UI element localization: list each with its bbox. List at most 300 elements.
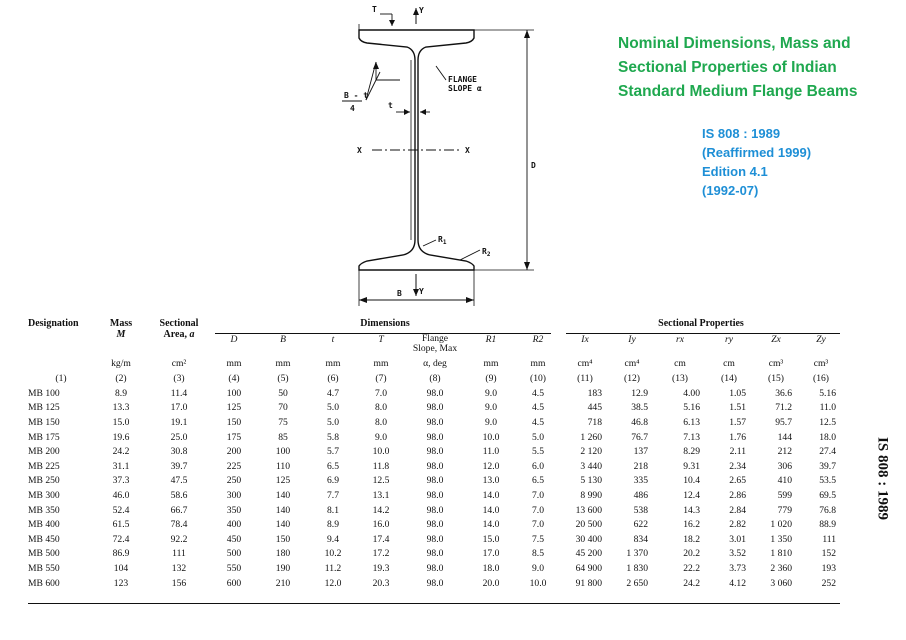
- table-cell: 111: [822, 533, 836, 545]
- table-cell: 150: [226, 416, 242, 428]
- column-number: (13): [672, 372, 688, 384]
- table-cell: 5 130: [580, 475, 602, 487]
- label-X-right: X: [465, 146, 470, 155]
- table-cell: 76.8: [819, 504, 836, 516]
- table-row: [28, 459, 842, 474]
- table-cell: 92.2: [170, 533, 188, 545]
- column-number: (10): [530, 372, 546, 384]
- table-cell: 140: [275, 489, 291, 501]
- table-cell: 6.5: [327, 460, 339, 472]
- table-cell: 71.2: [775, 402, 792, 414]
- table-cell: 140: [275, 519, 291, 531]
- table-cell: 4.5: [532, 402, 544, 414]
- table-cell: 8.0: [375, 402, 387, 414]
- table-cell: 5.16: [683, 402, 700, 414]
- table-cell: 13.1: [372, 489, 390, 501]
- table-cell: 20 500: [575, 519, 602, 531]
- table-cell: 1.76: [729, 431, 746, 443]
- table-cell: 18.0: [819, 431, 836, 443]
- table-cell: 72.4: [112, 533, 130, 545]
- unit-cell: cm³: [813, 357, 829, 369]
- designation-cell: MB 200: [28, 446, 60, 458]
- table-cell: 66.7: [170, 504, 188, 516]
- table-cell: 5.7: [327, 446, 339, 458]
- table-cell: 22.2: [683, 562, 700, 574]
- unit-cell: cm⁴: [624, 357, 640, 369]
- table-cell: 2 650: [626, 577, 648, 589]
- header-dimensions: Dimensions: [360, 318, 410, 329]
- table-row: [28, 517, 842, 532]
- table-cell: 9.31: [683, 460, 700, 472]
- table-cell: 31.1: [112, 460, 130, 472]
- sym-R2: R2: [532, 334, 544, 345]
- table-cell: 137: [633, 446, 648, 458]
- table-cell: 18.0: [482, 562, 500, 574]
- table-cell: 600: [226, 577, 242, 589]
- unit-cell: mm: [325, 357, 341, 369]
- table-cell: 2.82: [729, 519, 746, 531]
- designation-cell: MB 500: [28, 548, 60, 560]
- table-cell: 15.0: [482, 533, 500, 545]
- table-cell: 1.51: [729, 402, 746, 414]
- unit-cell: cm: [674, 357, 686, 369]
- unit-cell: cm³: [768, 357, 784, 369]
- sym-rx: rx: [676, 334, 684, 345]
- table-cell: 599: [777, 489, 792, 501]
- table-bottom-rule: [28, 603, 840, 604]
- sym-flange: Flange: [421, 333, 449, 344]
- table-cell: 3 060: [770, 577, 792, 589]
- table-cell: 9.0: [485, 402, 497, 414]
- table-cell: 125: [226, 402, 242, 414]
- header-area: [148, 318, 210, 356]
- header-area-symbol: a: [189, 329, 195, 340]
- table-cell: 450: [226, 533, 242, 545]
- table-cell: 14.0: [482, 519, 500, 531]
- table-cell: 61.5: [112, 519, 130, 531]
- table-cell: 1.05: [729, 387, 746, 399]
- table-cell: 98.0: [426, 460, 444, 472]
- table-cell: 76.7: [631, 431, 648, 443]
- table-cell: 2.65: [729, 475, 746, 487]
- table-cell: 12.5: [819, 416, 836, 428]
- table-row: [28, 474, 842, 489]
- table-cell: 8.1: [327, 504, 339, 516]
- table-cell: 16.0: [372, 519, 390, 531]
- table-column-numbers-row: [28, 370, 842, 386]
- table-cell: 98.0: [426, 431, 444, 443]
- table-cell: 20.0: [482, 577, 500, 589]
- table-cell: 98.0: [426, 475, 444, 487]
- table-cell: 152: [821, 548, 836, 560]
- table-cell: 9.0: [485, 416, 497, 428]
- unit-cell: mm: [373, 357, 389, 369]
- table-cell: 8.9: [115, 387, 127, 399]
- table-cell: 400: [226, 519, 242, 531]
- unit-cell: mm: [226, 357, 242, 369]
- table-units-row: [28, 356, 842, 370]
- sym-T: T: [378, 334, 384, 345]
- table-cell: 11.0: [482, 446, 500, 458]
- table-cell: 1.57: [729, 416, 746, 428]
- designation-cell: MB 125: [28, 402, 60, 414]
- table-row: [28, 430, 842, 445]
- table-cell: 132: [171, 562, 187, 574]
- table-cell: 36.6: [775, 387, 792, 399]
- table-cell: 183: [587, 387, 602, 399]
- table-cell: 3.73: [729, 562, 746, 574]
- table-row: [28, 561, 842, 576]
- table-cell: 250: [226, 475, 242, 487]
- unit-cell: mm: [530, 357, 546, 369]
- table-cell: 4.5: [532, 416, 544, 428]
- table-cell: 75: [278, 416, 288, 428]
- table-cell: 1 370: [626, 548, 648, 560]
- table-cell: 4.5: [532, 387, 544, 399]
- table-cell: 175: [226, 431, 242, 443]
- table-cell: 100: [226, 387, 242, 399]
- table-cell: 7.7: [327, 489, 339, 501]
- beam-properties-table: [28, 318, 842, 590]
- table-cell: 98.0: [426, 562, 444, 574]
- table-cell: 30 400: [575, 533, 602, 545]
- table-row: [28, 415, 842, 430]
- table-cell: 58.6: [170, 489, 188, 501]
- standard-reference: [702, 124, 892, 200]
- table-cell: 15.0: [112, 416, 130, 428]
- table-cell: 50: [278, 387, 288, 399]
- table-cell: 18.2: [683, 533, 700, 545]
- designation-cell: MB 400: [28, 519, 60, 531]
- column-number: (11): [577, 372, 593, 384]
- sym-Zx: Zx: [771, 334, 781, 345]
- table-cell: 7.0: [375, 387, 387, 399]
- table-cell: 7.0: [532, 489, 544, 501]
- table-cell: 45 200: [575, 548, 602, 560]
- label-R2: $R_2$: [482, 247, 491, 258]
- table-cell: 24.2: [112, 446, 130, 458]
- table-cell: 622: [633, 519, 648, 531]
- standard-line: (1992-07): [702, 183, 759, 198]
- table-cell: 140: [275, 504, 291, 516]
- table-cell: 104: [113, 562, 129, 574]
- table-cell: 12.4: [683, 489, 700, 501]
- table-cell: 25.0: [170, 431, 188, 443]
- table-cell: 335: [633, 475, 648, 487]
- table-cell: 5.16: [819, 387, 836, 399]
- table-row: [28, 576, 842, 591]
- table-cell: 14.3: [683, 504, 700, 516]
- table-cell: 20.3: [372, 577, 390, 589]
- sym-Iy: Iy: [628, 334, 636, 345]
- table-cell: 10.2: [324, 548, 342, 560]
- table-cell: 98.0: [426, 577, 444, 589]
- table-cell: 445: [587, 402, 602, 414]
- table-cell: 212: [777, 446, 792, 458]
- sym-Zy: Zy: [816, 334, 826, 345]
- table-cell: 98.0: [426, 402, 444, 414]
- table-cell: 125: [275, 475, 291, 487]
- table-cell: 3.52: [729, 548, 746, 560]
- table-cell: 11.0: [819, 402, 836, 414]
- table-cell: 98.0: [426, 533, 444, 545]
- table-cell: 98.0: [426, 504, 444, 516]
- table-cell: 98.0: [426, 416, 444, 428]
- header-designation: Designation: [28, 318, 79, 329]
- table-cell: 210: [275, 577, 291, 589]
- table-cell: 550: [226, 562, 242, 574]
- label-Y-bottom: Y: [419, 287, 424, 296]
- table-cell: 7.5: [532, 533, 544, 545]
- table-cell: 5.0: [532, 431, 544, 443]
- column-number: (15): [768, 372, 784, 384]
- designation-cell: MB 300: [28, 489, 60, 501]
- table-cell: 10.0: [372, 446, 390, 458]
- table-cell: 13.3: [112, 402, 130, 414]
- table-body: [28, 386, 842, 590]
- designation-cell: MB 550: [28, 562, 60, 574]
- table-cell: 2.34: [729, 460, 746, 472]
- table-cell: 779: [777, 504, 792, 516]
- table-cell: 6.5: [532, 475, 544, 487]
- header-mass: [94, 318, 148, 356]
- table-cell: 17.2: [372, 548, 390, 560]
- table-cell: 2.86: [729, 489, 746, 501]
- table-cell: 13 600: [575, 504, 602, 516]
- table-cell: 17.0: [170, 402, 188, 414]
- table-cell: 85: [278, 431, 288, 443]
- unit-cell: kg/m: [111, 357, 131, 369]
- column-number: (16): [813, 372, 829, 384]
- table-row: [28, 444, 842, 459]
- table-cell: 193: [821, 562, 836, 574]
- table-cell: 200: [226, 446, 242, 458]
- table-cell: 98.0: [426, 548, 444, 560]
- table-cell: 39.7: [819, 460, 836, 472]
- table-cell: 4.12: [729, 577, 746, 589]
- header-area-line2: [148, 329, 210, 340]
- column-number: (9): [485, 372, 497, 384]
- column-number: (6): [327, 372, 339, 384]
- table-cell: 190: [275, 562, 291, 574]
- label-frac-num: B - t: [344, 91, 369, 100]
- table-cell: 500: [226, 548, 242, 560]
- table-cell: 27.4: [819, 446, 836, 458]
- header-mass-symbol: M: [116, 329, 126, 340]
- table-row: [28, 503, 842, 518]
- designation-cell: MB 450: [28, 533, 60, 545]
- table-cell: 7.0: [532, 519, 544, 531]
- label-R1: $R_1$: [438, 235, 447, 246]
- table-cell: 11.2: [324, 562, 342, 574]
- table-cell: 98.0: [426, 446, 444, 458]
- table-cell: 70: [278, 402, 288, 414]
- table-cell: 86.9: [112, 548, 130, 560]
- table-cell: 24.2: [683, 577, 700, 589]
- table-cell: 53.5: [819, 475, 836, 487]
- table-cell: 46.8: [631, 416, 648, 428]
- unit-cell: [28, 356, 94, 370]
- table-cell: 91 800: [575, 577, 602, 589]
- table-cell: 12.5: [372, 475, 390, 487]
- table-cell: 110: [275, 460, 291, 472]
- table-cell: 834: [633, 533, 648, 545]
- label-Y-top: Y: [419, 6, 424, 15]
- table-row: [28, 532, 842, 547]
- table-cell: 12.0: [324, 577, 342, 589]
- sym-R1: R1: [485, 334, 497, 345]
- table-cell: 123: [113, 577, 129, 589]
- table-cell: 5.5: [532, 446, 544, 458]
- unit-cell: cm²: [171, 357, 187, 369]
- table-cell: 410: [777, 475, 792, 487]
- table-cell: 88.9: [819, 519, 836, 531]
- table-cell: 2.11: [729, 446, 746, 458]
- table-cell: 8.9: [327, 519, 339, 531]
- table-cell: 19.1: [170, 416, 188, 428]
- table-cell: 100: [275, 446, 291, 458]
- title-line: Standard Medium Flange Beams: [618, 83, 858, 100]
- label-flange: FLANGE: [448, 75, 477, 84]
- table-cell: 38.5: [631, 402, 648, 414]
- column-number: (7): [375, 372, 387, 384]
- unit-cell: mm: [275, 357, 291, 369]
- standard-line: IS 808 : 1989: [702, 126, 781, 141]
- table-cell: 350: [226, 504, 242, 516]
- table-cell: 8.5: [532, 548, 544, 560]
- sym-t: t: [331, 334, 335, 345]
- table-cell: 19.6: [112, 431, 130, 443]
- table-cell: 156: [171, 577, 187, 589]
- label-t: t: [388, 101, 393, 110]
- table-cell: 11.8: [372, 460, 390, 472]
- title-line: Nominal Dimensions, Mass and: [618, 35, 851, 52]
- title-line: Sectional Properties of Indian: [618, 59, 837, 76]
- label-D: D: [531, 161, 536, 170]
- column-number: (14): [721, 372, 737, 384]
- table-cell: 1 350: [770, 533, 792, 545]
- header-area-line1: Sectional: [159, 318, 199, 329]
- table-cell: 9.4: [327, 533, 339, 545]
- label-X-left: X: [357, 146, 362, 155]
- table-cell: 1 020: [770, 519, 792, 531]
- designation-cell: MB 175: [28, 431, 60, 443]
- table-cell: 19.3: [372, 562, 390, 574]
- table-cell: 144: [777, 431, 792, 443]
- document-title: [618, 32, 878, 104]
- column-number: (5): [277, 372, 289, 384]
- table-cell: 39.7: [170, 460, 188, 472]
- sym-flange-slope: [404, 334, 466, 356]
- table-cell: 9.0: [375, 431, 387, 443]
- table-cell: 12.9: [631, 387, 648, 399]
- table-cell: 6.13: [683, 416, 700, 428]
- table-cell: 8.29: [683, 446, 700, 458]
- table-cell: 98.0: [426, 519, 444, 531]
- label-slope: SLOPE α: [448, 84, 482, 93]
- table-cell: 5.8: [327, 431, 339, 443]
- table-cell: 486: [633, 489, 648, 501]
- sym-slope-max: Slope, Max: [412, 343, 458, 354]
- side-label: [866, 420, 896, 540]
- table-cell: 3 440: [580, 460, 602, 472]
- table-cell: 252: [821, 577, 836, 589]
- unit-cell: cm⁴: [577, 357, 593, 369]
- table-cell: 111: [172, 548, 186, 560]
- table-cell: 7.13: [683, 431, 700, 443]
- table-cell: 98.0: [426, 489, 444, 501]
- table-cell: 4.7: [327, 387, 339, 399]
- table-cell: 9.0: [485, 387, 497, 399]
- table-cell: 6.9: [327, 475, 339, 487]
- label-frac-den: 4: [350, 104, 355, 113]
- table-cell: 5.0: [327, 402, 339, 414]
- table-cell: 13.0: [482, 475, 500, 487]
- table-cell: 20.2: [683, 548, 700, 560]
- column-number: (1): [55, 372, 67, 384]
- table-cell: 14.0: [482, 504, 500, 516]
- table-cell: 718: [587, 416, 602, 428]
- label-T: T: [372, 5, 377, 14]
- table-cell: 46.0: [112, 489, 130, 501]
- table-cell: 5.0: [327, 416, 339, 428]
- designation-cell: MB 150: [28, 416, 60, 428]
- table-cell: 10.4: [683, 475, 700, 487]
- designation-cell: MB 600: [28, 577, 60, 589]
- table-cell: 1 810: [770, 548, 792, 560]
- table-cell: 7.0: [532, 504, 544, 516]
- table-cell: 10.0: [529, 577, 547, 589]
- table-group-header: [28, 318, 842, 334]
- i-beam-section-diagram: [0, 0, 560, 318]
- table-cell: 8 990: [580, 489, 602, 501]
- table-cell: 98.0: [426, 387, 444, 399]
- table-cell: 300: [226, 489, 242, 501]
- label-B: B: [397, 289, 402, 298]
- table-cell: 1 260: [580, 431, 602, 443]
- header-area-text: Area,: [163, 329, 187, 340]
- table-row: [28, 386, 842, 401]
- table-row: [28, 401, 842, 416]
- sym-B: B: [280, 334, 286, 345]
- table-cell: 8.0: [375, 416, 387, 428]
- unit-cell: cm: [723, 357, 735, 369]
- table-cell: 218: [633, 460, 648, 472]
- unit-cell: α, deg: [423, 357, 447, 369]
- table-cell: 17.4: [372, 533, 390, 545]
- table-row: [28, 547, 842, 562]
- table-cell: 6.0: [532, 460, 544, 472]
- table-cell: 3.01: [729, 533, 746, 545]
- table-cell: 9.0: [532, 562, 544, 574]
- table-cell: 52.4: [112, 504, 130, 516]
- table-cell: 2 120: [580, 446, 602, 458]
- table-cell: 538: [633, 504, 648, 516]
- table-row: [28, 488, 842, 503]
- table-cell: 64 900: [575, 562, 602, 574]
- table-cell: 225: [226, 460, 242, 472]
- standard-line: Edition 4.1: [702, 164, 768, 179]
- table-cell: 4.00: [683, 387, 700, 399]
- table-cell: 150: [275, 533, 291, 545]
- designation-cell: MB 100: [28, 387, 60, 399]
- side-label-text: IS 808 : 1989: [874, 437, 891, 520]
- table-cell: 14.0: [482, 489, 500, 501]
- designation-cell: MB 225: [28, 460, 60, 472]
- column-number: (8): [429, 372, 441, 384]
- standard-line: (Reaffirmed 1999): [702, 145, 812, 160]
- table-cell: 78.4: [170, 519, 188, 531]
